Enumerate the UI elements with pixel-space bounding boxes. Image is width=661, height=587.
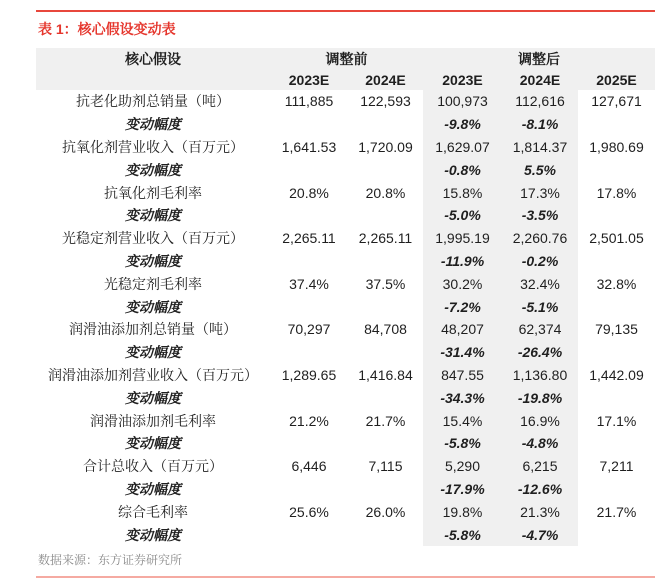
cell-value: 6,446	[291, 458, 327, 475]
cell-value: 2,260.76	[502, 227, 578, 250]
cell-value: 32.8%	[596, 275, 637, 292]
row-label: 变动幅度	[125, 207, 181, 224]
cell-value	[348, 113, 423, 136]
cell-value: 1,442.09	[589, 366, 644, 383]
cell-value	[270, 250, 348, 273]
row-label: 光稳定剂毛利率	[104, 275, 202, 292]
cell-value	[348, 295, 423, 318]
cell-value: -7.2%	[423, 295, 502, 318]
cell-value: 1,980.69	[589, 138, 644, 155]
row-label: 变动幅度	[125, 252, 181, 269]
cell-value: -8.1%	[502, 113, 578, 136]
cell-value	[578, 523, 655, 546]
cell-value	[348, 523, 423, 546]
metric-row	[36, 90, 655, 113]
metric-row	[36, 500, 655, 523]
cell-value: 2,265.11	[358, 230, 413, 247]
cell-value	[348, 158, 423, 181]
change-row	[36, 204, 655, 227]
change-row	[36, 386, 655, 409]
metric-row	[36, 409, 655, 432]
cell-value: 21.7%	[596, 503, 637, 520]
row-label: 变动幅度	[125, 480, 181, 497]
cell-value	[348, 341, 423, 364]
change-row	[36, 113, 655, 136]
cell-value: 1,629.07	[423, 136, 502, 159]
cell-value	[348, 204, 423, 227]
cell-value: 111,885	[284, 93, 334, 110]
cell-value: 21.7%	[365, 412, 406, 429]
cell-value: -17.9%	[423, 478, 502, 501]
row-label: 变动幅度	[125, 344, 181, 361]
cell-value	[270, 478, 348, 501]
cell-value: 15.8%	[423, 181, 502, 204]
cell-value	[348, 478, 423, 501]
cell-value	[270, 158, 348, 181]
row-label: 合计总收入（百万元）	[83, 458, 223, 475]
cell-value: 122,593	[360, 93, 411, 110]
cell-value	[578, 432, 655, 455]
cell-value: 1,641.53	[281, 138, 337, 155]
cell-value: -4.7%	[502, 523, 578, 546]
cell-value: 5,290	[423, 455, 502, 478]
row-label: 综合毛利率	[118, 503, 188, 520]
row-label: 抗氧化剂营业收入（百万元）	[62, 138, 244, 155]
top-rule	[36, 10, 655, 12]
cell-value	[270, 341, 348, 364]
cell-value: 127,671	[591, 93, 642, 110]
cell-value: -5.8%	[423, 523, 502, 546]
cell-value	[578, 158, 655, 181]
header-year-before-2024e: 2024E	[348, 69, 423, 90]
row-label: 变动幅度	[125, 435, 181, 452]
cell-value	[578, 341, 655, 364]
change-row	[36, 295, 655, 318]
cell-value: 1,720.09	[358, 138, 413, 155]
cell-value: 17.1%	[596, 412, 637, 429]
cell-value	[348, 250, 423, 273]
change-row	[36, 250, 655, 273]
header-group-before: 调整前	[270, 48, 423, 69]
cell-value: 15.4%	[423, 409, 502, 432]
change-row	[36, 523, 655, 546]
cell-value: -9.8%	[423, 113, 502, 136]
table-header	[36, 48, 655, 90]
cell-value	[270, 113, 348, 136]
row-label: 变动幅度	[125, 116, 181, 133]
cell-value: -4.8%	[502, 432, 578, 455]
cell-value: -26.4%	[502, 341, 578, 364]
header-year-before-2023e: 2023E	[270, 69, 348, 90]
cell-value: 2,501.05	[589, 230, 644, 247]
metric-row	[36, 181, 655, 204]
cell-value	[578, 386, 655, 409]
cell-value: 20.8%	[365, 184, 406, 201]
row-label: 光稳定剂营业收入（百万元）	[62, 230, 244, 247]
cell-value: 1,416.84	[358, 366, 413, 383]
header-year-after-2024e: 2024E	[502, 69, 578, 90]
header-corner-empty	[36, 69, 270, 90]
cell-value: -11.9%	[423, 250, 502, 273]
cell-value	[270, 204, 348, 227]
cell-value: 25.6%	[289, 503, 329, 520]
metric-row	[36, 136, 655, 159]
cell-value: 7,211	[599, 458, 634, 475]
cell-value: 17.8%	[596, 184, 637, 201]
cell-value: -0.8%	[423, 158, 502, 181]
cell-value: -3.5%	[502, 204, 578, 227]
cell-value: -19.8%	[502, 386, 578, 409]
metric-row	[36, 364, 655, 387]
cell-value: -12.6%	[502, 478, 578, 501]
change-row	[36, 432, 655, 455]
cell-value: 17.3%	[502, 181, 578, 204]
cell-value	[348, 386, 423, 409]
cell-value: 79,135	[595, 321, 638, 338]
header-year-row	[36, 69, 655, 90]
cell-value: 84,708	[364, 321, 407, 338]
change-row	[36, 341, 655, 364]
cell-value	[578, 295, 655, 318]
row-label: 变动幅度	[125, 298, 181, 315]
cell-value: 112,616	[502, 90, 578, 113]
metric-row	[36, 227, 655, 250]
cell-value: 32.4%	[502, 272, 578, 295]
cell-value: 100,973	[423, 90, 502, 113]
cell-value: 6,215	[502, 455, 578, 478]
cell-value: 1,995.19	[423, 227, 502, 250]
header-year-after-2025e: 2025E	[578, 69, 655, 90]
row-label: 抗老化助剂总销量（吨）	[76, 93, 230, 110]
cell-value: 19.8%	[423, 500, 502, 523]
header-group-row	[36, 48, 655, 69]
row-label: 润滑油添加剂营业收入（百万元）	[48, 366, 258, 383]
cell-value: 30.2%	[423, 272, 502, 295]
cell-value: 37.5%	[365, 275, 406, 292]
cell-value: 2,265.11	[282, 230, 336, 247]
cell-value	[348, 432, 423, 455]
core-assumptions-table	[36, 48, 655, 546]
header-year-after-2023e: 2023E	[423, 69, 502, 90]
cell-value	[578, 113, 655, 136]
row-label: 润滑油添加剂总销量（吨）	[69, 321, 237, 338]
cell-value: 7,115	[368, 458, 403, 475]
cell-value	[578, 250, 655, 273]
row-label: 抗氧化剂毛利率	[104, 184, 202, 201]
metric-row	[36, 318, 655, 341]
data-source-note: 数据来源：东方证券研究所	[38, 552, 183, 567]
cell-value: -0.2%	[502, 250, 578, 273]
cell-value: 48,207	[423, 318, 502, 341]
row-label: 变动幅度	[125, 526, 181, 543]
row-label: 润滑油添加剂毛利率	[90, 412, 216, 429]
cell-value: -34.3%	[423, 386, 502, 409]
cell-value: 20.8%	[289, 184, 329, 201]
cell-value	[270, 432, 348, 455]
cell-value: 70,297	[287, 321, 331, 338]
cell-value	[270, 295, 348, 318]
cell-value	[578, 478, 655, 501]
table-title: 表 1：核心假设变动表	[38, 21, 176, 37]
metric-row	[36, 272, 655, 295]
cell-value: 1,289.65	[281, 366, 337, 383]
cell-value	[270, 523, 348, 546]
header-group-after: 调整后	[423, 48, 655, 69]
bottom-rule	[36, 576, 655, 578]
cell-value: 1,136.80	[502, 364, 578, 387]
cell-value: -5.8%	[423, 432, 502, 455]
cell-value: 21.2%	[289, 412, 329, 429]
change-row	[36, 478, 655, 501]
cell-value: 37.4%	[289, 275, 329, 292]
cell-value	[270, 386, 348, 409]
table-body	[36, 90, 655, 546]
cell-value: -5.0%	[423, 204, 502, 227]
header-core-assumptions: 核心假设	[36, 48, 270, 69]
cell-value: 16.9%	[502, 409, 578, 432]
cell-value	[578, 204, 655, 227]
cell-value: 26.0%	[365, 503, 406, 520]
cell-value: -5.1%	[502, 295, 578, 318]
cell-value: -31.4%	[423, 341, 502, 364]
cell-value: 21.3%	[502, 500, 578, 523]
cell-value: 62,374	[502, 318, 578, 341]
cell-value: 847.55	[423, 364, 502, 387]
row-label: 变动幅度	[125, 389, 181, 406]
row-label: 变动幅度	[125, 161, 181, 178]
change-row	[36, 158, 655, 181]
cell-value: 5.5%	[502, 158, 578, 181]
metric-row	[36, 455, 655, 478]
cell-value: 1,814.37	[502, 136, 578, 159]
